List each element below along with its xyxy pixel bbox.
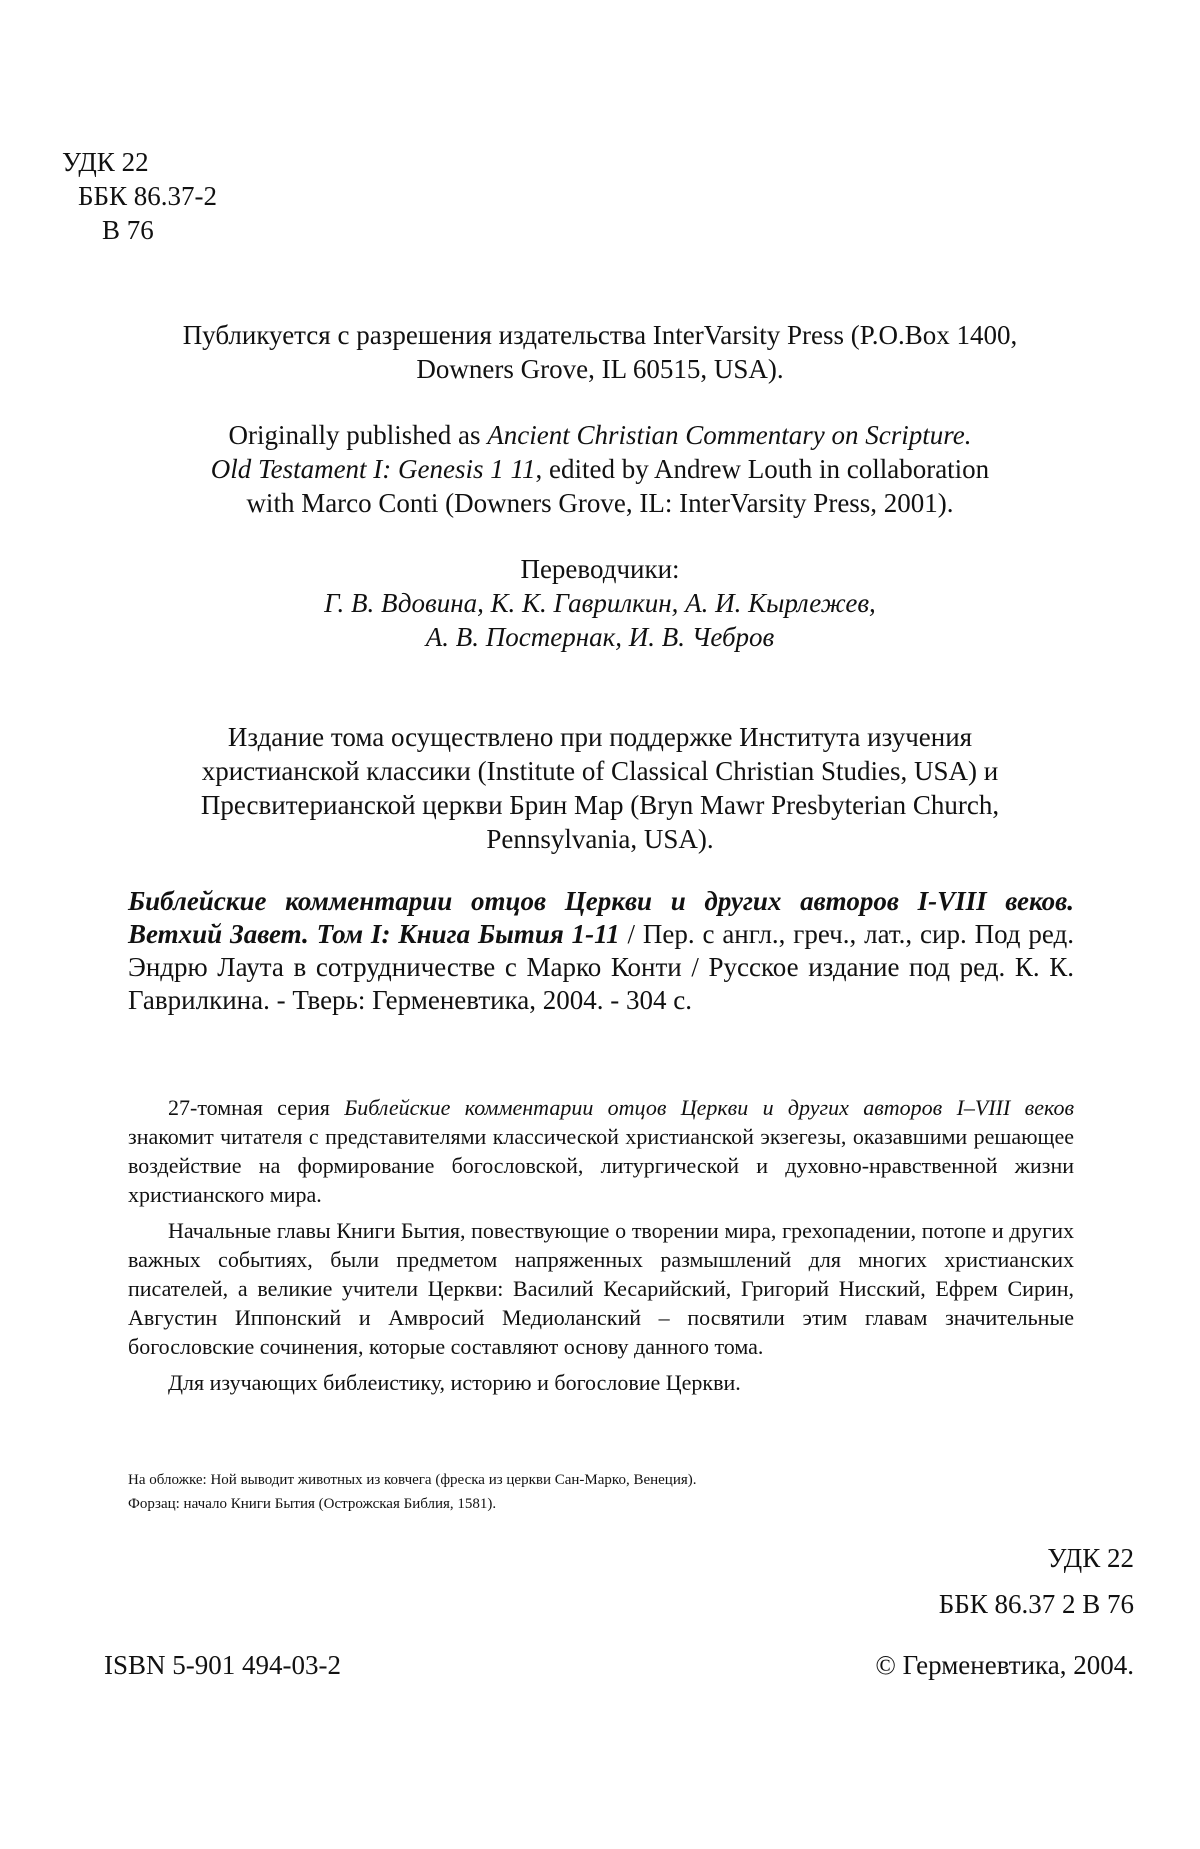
- series-title: Библейские комментарии отцов Церкви и других авторов I–VIII веков: [344, 1095, 1074, 1120]
- book-title: Библейские комментарии отцов Церкви и других авторов I-VIII веков. Ветхий Завет. Том I: Книга Бытия 1-11: [128, 886, 1074, 949]
- author-mark: В 76: [102, 215, 154, 245]
- copyright-notice: © Герменевтика, 2004.: [875, 1650, 1134, 1680]
- annotation-p1-prefix: 27-томная серия: [168, 1095, 345, 1120]
- isbn: ISBN 5-901 494-03-2: [104, 1650, 341, 1680]
- udk-code-bottom: УДК 22: [1047, 1543, 1134, 1573]
- annotation-p1-rest: знакомит читателя с представителями классической христианской экзегезы, оказавшими решающее воздействие на формирование богословской, литургической и духовно-нравственной жизни христианского мира.: [128, 1124, 1074, 1207]
- support-line-3: Пресвитерианской церкви Брин Мар (Bryn Mawr Presbyterian Church,: [200, 790, 1000, 820]
- permission-line-1: Публикуется с разрешения издательства InterVarsity Press (P.O.Box 1400,: [182, 320, 1018, 350]
- classification-codes-bottom: [939, 1535, 1134, 1627]
- original-prefix: Originally published as: [228, 420, 488, 450]
- bbk-code: ББК 86.37-2: [78, 181, 218, 211]
- original-publication-notice: [120, 418, 1080, 520]
- translators-block: [120, 552, 1080, 654]
- original-line-2: [120, 452, 1080, 486]
- original-line-3: with Marco Conti (Downers Grove, IL: InterVarsity Press, 2001).: [246, 488, 954, 518]
- permission-notice: [120, 318, 1080, 386]
- endpaper-note: Форзац: начало Книги Бытия (Острожская Библия, 1581).: [128, 1496, 497, 1512]
- annotation-paragraph-1: [128, 1093, 1074, 1209]
- translators-line-2: А. В. Постернак, И. В. Чебров: [425, 622, 775, 652]
- translators-line-1: Г. В. Вдовина, К. К. Гаврилкин, А. И. Кырлежев,: [324, 588, 876, 618]
- support-line-4: Pennsylvania, USA).: [486, 824, 714, 854]
- classification-codes-top: [62, 145, 217, 247]
- bibliographic-details: / Пер. с англ., греч., лат., сир. Под ред. Эндрю Лаута в сотрудничестве с Марко Конти / Русское издание под ред. К. К. Гаврилкина. - Тверь: Герменевтика, 2004. - 304 с.: [128, 919, 1075, 1015]
- cover-note: На обложке: Ной выводит животных из ковчега (фреска из церкви Сан-Марко, Венеция).: [128, 1472, 697, 1488]
- original-series-title: Ancient Christian Commentary on Scripture.: [487, 420, 972, 450]
- annotation-paragraph-2: Начальные главы Книги Бытия, повествующие о творении мира, грехопадении, потопе и других важных событиях, были предметом напряженных размышлений для многих христианских писателей, а великие учители Церкви: Василий Кесарийский, Григорий Нисский, Ефрем Сирин, Августин Иппонский и Амвросий Медиоланский – посвятили этим главам значительные богословские сочинения, которые составляют основу данного тома.: [128, 1218, 1074, 1359]
- annotation: [128, 1093, 1074, 1404]
- cover-notes: [128, 1468, 1074, 1516]
- permission-line-2: Downers Grove, IL 60515, USA).: [416, 354, 784, 384]
- annotation-paragraph-3: Для изучающих библеистику, историю и богословие Церкви.: [168, 1370, 741, 1395]
- support-line-1: Издание тома осуществлено при поддержке Института изучения: [227, 722, 973, 752]
- udk-code: УДК 22: [62, 147, 149, 177]
- translators-heading: Переводчики:: [520, 554, 680, 584]
- original-suffix: , edited by Andrew Louth in collaboration: [535, 454, 990, 484]
- original-volume-title: Old Testament I: Genesis 1 11: [210, 454, 536, 484]
- support-line-2: христианской классики (Institute of Classical Christian Studies, USA) и: [201, 756, 999, 786]
- bibliographic-description: [128, 885, 1074, 1017]
- bbk-code-bottom: ББК 86.37 2 В 76: [938, 1589, 1134, 1619]
- support-notice: [120, 720, 1080, 856]
- original-line-1: [120, 418, 1080, 452]
